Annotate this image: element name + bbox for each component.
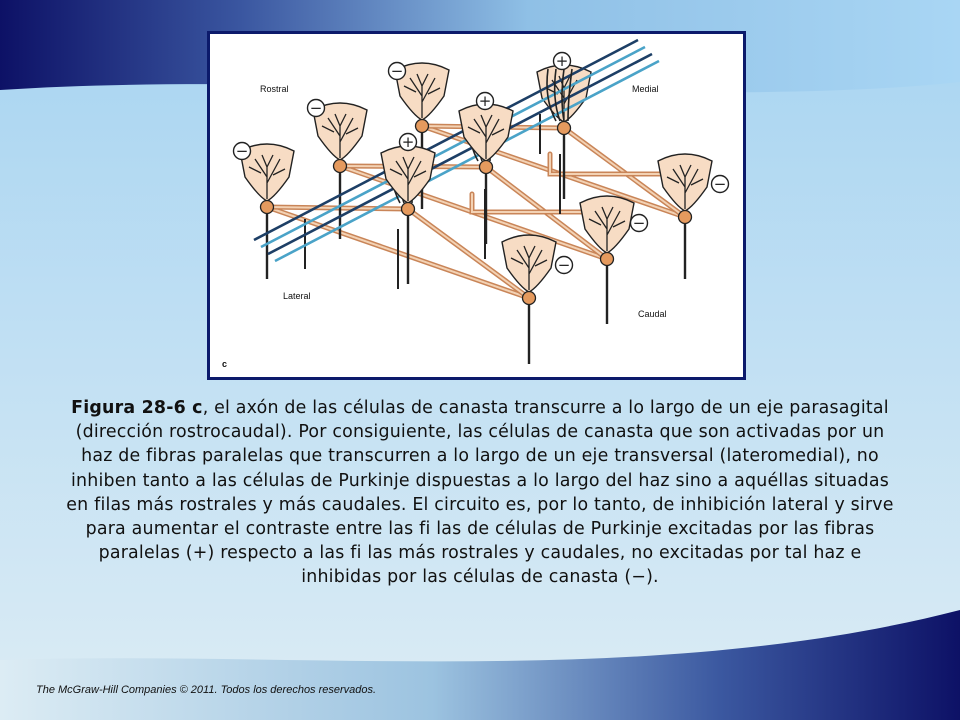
purkinje-soma-5 [402, 203, 415, 216]
purkinje-soma-7 [601, 253, 614, 266]
minus-sign-2 [234, 142, 251, 160]
sign-glyph-5: + [401, 133, 415, 151]
sign-glyph-0: − [390, 62, 404, 80]
sign-glyph-7: − [632, 214, 646, 232]
figure-panel [207, 31, 746, 380]
caption-figure-number: Figura 28-6 c [71, 398, 203, 418]
plus-sign-4 [477, 92, 494, 110]
label-medial: Medial [632, 84, 659, 94]
minus-sign-6 [712, 175, 729, 193]
purkinje-soma-0 [416, 120, 429, 133]
label-rostral: Rostral [260, 84, 289, 94]
purkinje-soma-6 [679, 211, 692, 224]
sign-glyph-2: − [235, 142, 249, 160]
sign-glyph-6: − [713, 175, 727, 193]
purkinje-soma-3 [558, 122, 571, 135]
minus-sign-7 [631, 214, 648, 232]
sign-glyph-8: − [557, 256, 571, 274]
label-panel-c: c [222, 359, 228, 369]
neural-circuit-diagram [210, 34, 743, 377]
label-lateral: Lateral [283, 291, 311, 301]
copyright-notice: The McGraw-Hill Companies © 2011. Todos los derechos reservados. [36, 684, 377, 696]
sign-glyph-1: − [309, 99, 323, 117]
sign-glyph-3: + [555, 52, 569, 70]
purkinje-soma-2 [261, 201, 274, 214]
plus-sign-5 [400, 133, 417, 151]
purkinje-soma-1 [334, 160, 347, 173]
purkinje-soma-4 [480, 161, 493, 174]
label-caudal: Caudal [638, 309, 667, 319]
purkinje-soma-8 [523, 292, 536, 305]
minus-sign-1 [308, 99, 325, 117]
sign-glyph-4: + [478, 92, 492, 110]
minus-sign-0 [389, 62, 406, 80]
caption-text: , el axón de las células de canasta transcurre a lo largo de un eje parasagital (dirección rostrocaudal). Por consiguiente, las células de canasta que son activadas por un haz de fibras paralelas que transcurren a lo largo de un eje transversal (lateromedial), no inhiben tanto a las células de Purkinje dispuestas a lo largo del haz sino a aquéllas situadas en filas más rostrales y más caudales. El circuito es, por lo tanto, de inhibición lateral y sirve para aumentar el contraste entre las fi las de células de Purkinje excitadas por las fibras paralelas (+) respecto a las fi las más rostrales y caudales, no excitadas por tal haz e inhibidas por las células de canasta (−). [66, 398, 894, 588]
figure-caption [58, 396, 902, 590]
minus-sign-8 [556, 256, 573, 274]
plus-sign-3 [554, 52, 571, 70]
